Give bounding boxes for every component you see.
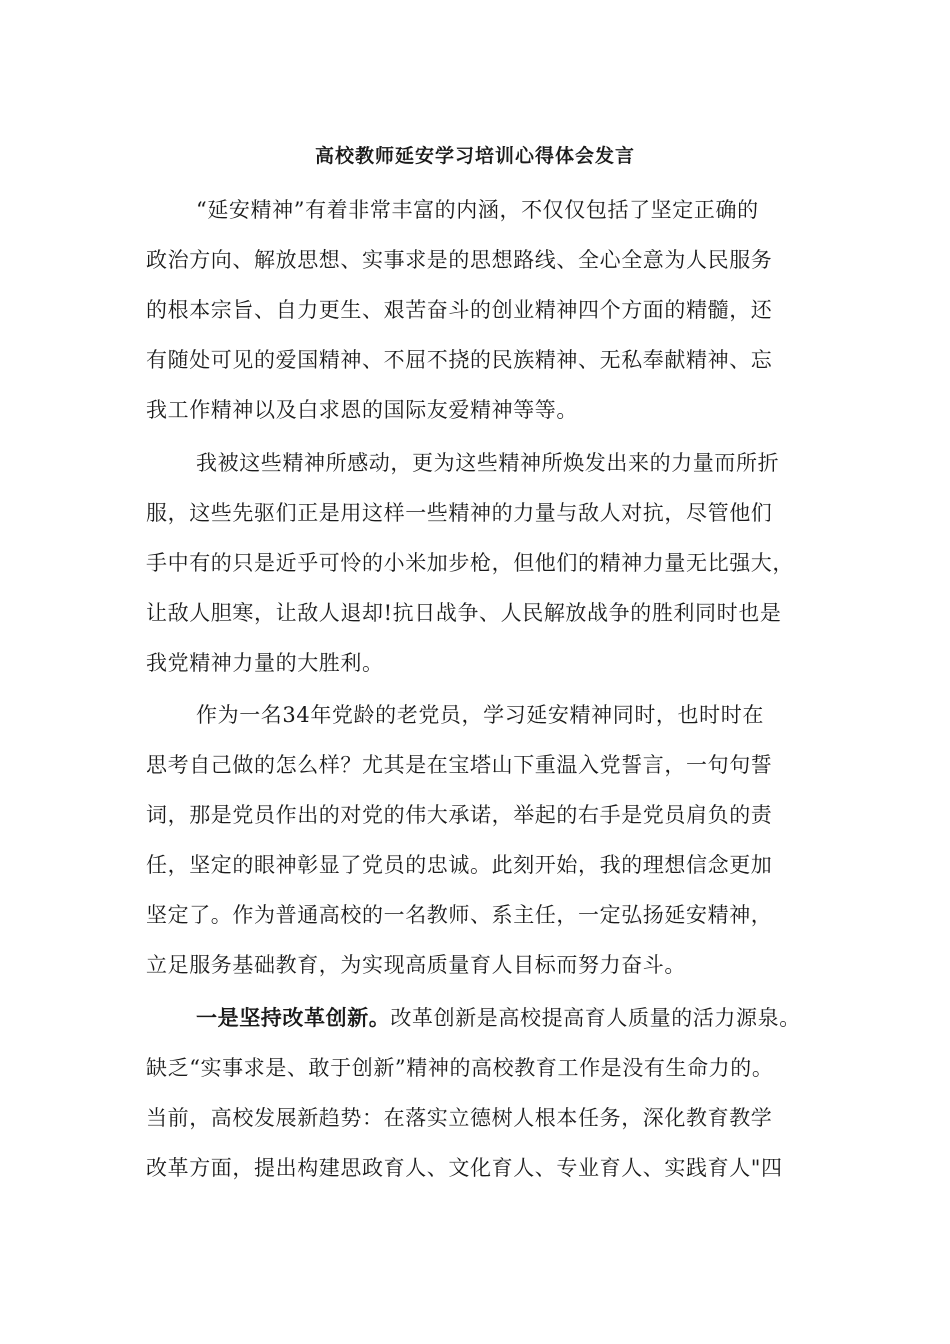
paragraph-4-lead-text: 改革创新是高校提高育人质量的活力源泉。 <box>390 1006 801 1030</box>
paragraph-2-line-2: 服，这些先驱们正是用这样一些精神的力量与敌人对抗，尽管他们 <box>146 501 773 525</box>
paragraph-4-line-3: 当前，高校发展新趋势：在落实立德树人根本任务，深化教育教学 <box>146 1106 773 1130</box>
paragraph-4-line-4: 改革方面，提出构建思政育人、文化育人、专业育人、实践育人"四 <box>146 1156 783 1180</box>
document-title: 高校教师延安学习培训心得体会发言 <box>314 145 635 167</box>
paragraph-3-line-5: 坚定了。作为普通高校的一名教师、系主任，一定弘扬延安精神， <box>146 903 773 927</box>
paragraph-2-line-4: 让敌人胆寒，让敌人退却!抗日战争、人民解放战争的胜利同时也是 <box>146 601 782 625</box>
paragraph-3-line-6: 立足服务基础教育，为实现高质量育人目标而努力奋斗。 <box>146 953 686 977</box>
paragraph-3-line-4: 任，坚定的眼神彰显了党员的忠诚。此刻开始，我的理想信念更加 <box>146 853 773 877</box>
paragraph-2-line-5: 我党精神力量的大胜利。 <box>146 651 384 675</box>
paragraph-4-line-2: 缺乏“实事求是、敢于创新”精神的高校教育工作是没有生命力的。 <box>146 1056 774 1080</box>
paragraph-3-line-3: 词，那是党员作出的对党的伟大承诺，举起的右手是党员肩负的责 <box>146 803 773 827</box>
paragraph-1-line-3: 的根本宗旨、自力更生、艰苦奋斗的创业精神四个方面的精髓，还 <box>146 298 773 322</box>
paragraph-2-line-3: 手中有的只是近乎可怜的小米加步枪，但他们的精神力量无比强大， <box>146 551 794 575</box>
paragraph-4-line-1 <box>196 1003 836 1033</box>
paragraph-3-line-1: 作为一名34年党龄的老党员，学习延安精神同时，也时时在 <box>196 703 764 727</box>
paragraph-4-lead-heading: 一是坚持改革创新。 <box>196 1005 391 1030</box>
paragraph-1-line-5: 我工作精神以及白求恩的国际友爱精神等等。 <box>146 398 578 422</box>
paragraph-1-line-4: 有随处可见的爱国精神、不屈不挠的民族精神、无私奉献精神、忘 <box>146 348 773 372</box>
paragraph-2-line-1: 我被这些精神所感动，更为这些精神所焕发出来的力量而所折 <box>196 451 780 475</box>
paragraph-1-line-2: 政治方向、解放思想、实事求是的思想路线、全心全意为人民服务 <box>146 248 773 272</box>
paragraph-3-line-2: 思考自己做的怎么样？尤其是在宝塔山下重温入党誓言，一句句誓 <box>146 753 773 777</box>
paragraph-1-line-1: “延安精神”有着非常丰富的内涵，不仅仅包括了坚定正确的 <box>196 198 759 222</box>
